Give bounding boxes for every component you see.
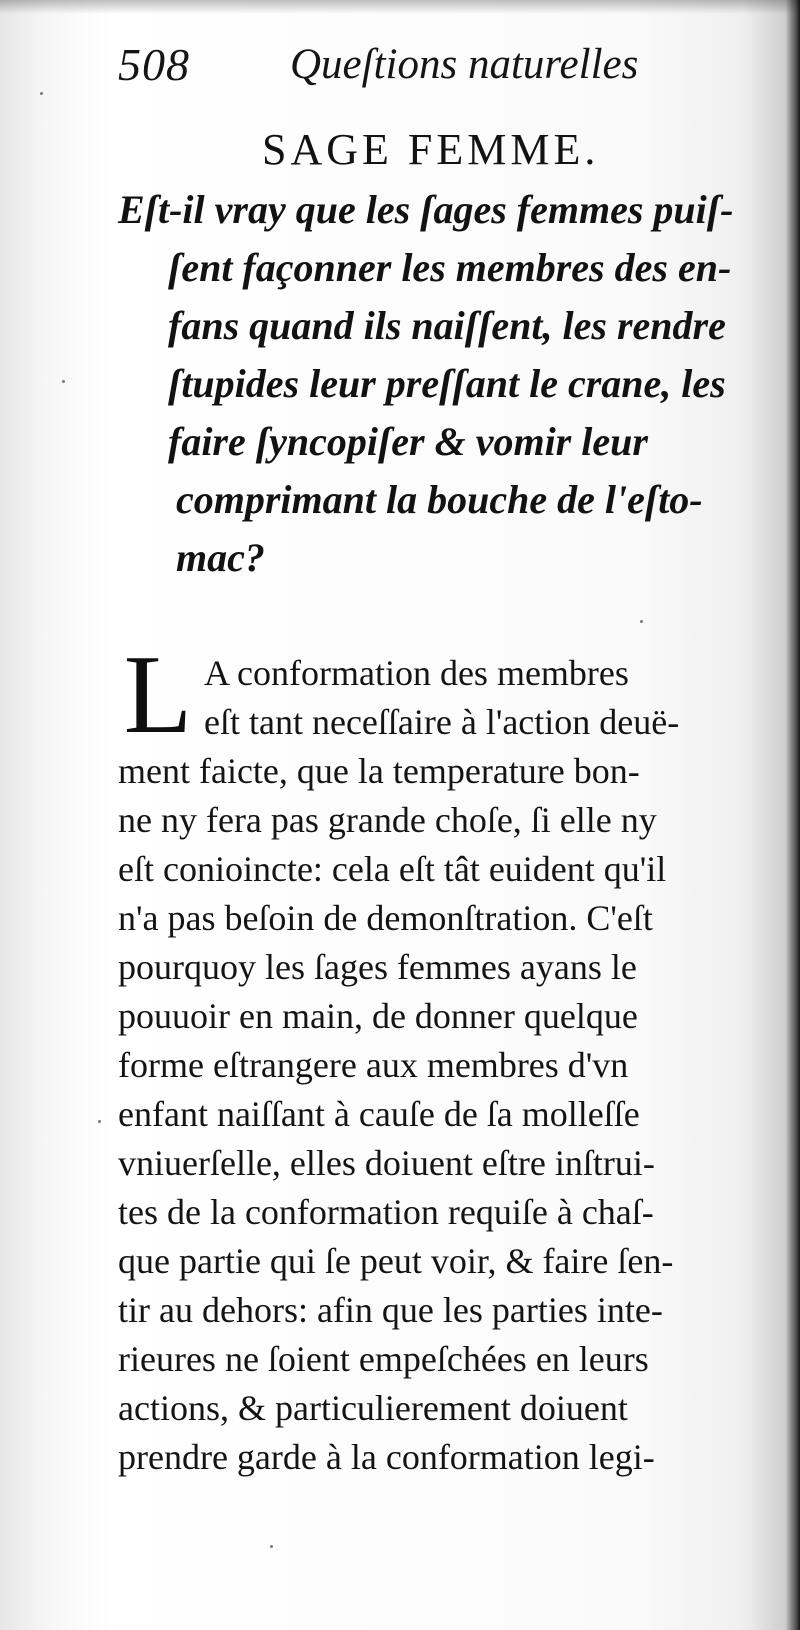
paper-speck xyxy=(62,380,65,383)
body-line: ment faicte, que la temperature bon- xyxy=(118,751,640,791)
paper-speck xyxy=(98,1120,101,1123)
body-line: forme eſtrangere aux membres d'vn xyxy=(118,1045,629,1085)
question-line: fans quand ils naiſſent, les rendre xyxy=(168,303,726,348)
question-line: mac? xyxy=(176,535,265,580)
question-line: ſtupides leur preſſant le crane, les xyxy=(168,361,726,406)
body-line: rieures ne ſoient empeſchées en leurs xyxy=(118,1339,649,1379)
question-line: comprimant la bouche de l'eſto- xyxy=(176,477,703,522)
body-line: A conformation des membres xyxy=(204,653,629,693)
body-line: eſt tant neceſſaire à l'action deuë- xyxy=(204,702,680,742)
body-line: vniuerſelle, elles doiuent eſtre inſtrui- xyxy=(118,1143,655,1183)
page-gutter-shadow xyxy=(786,0,800,1630)
body-line: tes de la conformation requiſe à chaſ- xyxy=(118,1192,654,1232)
question-paragraph xyxy=(118,182,768,632)
body-line: n'a pas beſoin de demonſtration. C'eſt xyxy=(118,898,653,938)
body-line: tir au dehors: afin que les parties inte- xyxy=(118,1290,663,1330)
question-line: Eſt-il vray que les ſages femmes puiſ- xyxy=(118,187,734,232)
running-title: Queſtions naturelles xyxy=(290,41,639,88)
paper-speck xyxy=(40,92,43,95)
body-line: actions, & particulierement doiuent xyxy=(118,1388,628,1428)
body-line: prendre garde à la conformation legi- xyxy=(118,1437,655,1477)
body-line: enfant naiſſant à cauſe de ſa molleſſe xyxy=(118,1094,640,1134)
question-line: faire ſyncopiſer & vomir leur xyxy=(168,419,648,464)
paper-speck xyxy=(640,620,643,623)
drop-cap: L xyxy=(123,633,193,757)
page-number: 508 xyxy=(118,39,190,90)
paper-speck xyxy=(270,1545,273,1548)
running-head xyxy=(118,38,678,104)
body-line: pouuoir en main, de donner quelque xyxy=(118,996,638,1036)
body-line: ne ny fera pas grande choſe, ſi elle ny xyxy=(118,800,657,840)
question-line: ſent façonner les membres des en- xyxy=(168,245,732,290)
body-line: pourquoy les ſages femmes ayans le xyxy=(118,947,637,987)
page-top-shadow xyxy=(0,0,800,14)
body-line: que partie qui ſe peut voir, & faire ſen- xyxy=(118,1241,674,1281)
chapter-heading: SAGE FEMME. xyxy=(262,125,600,174)
body-line: eſt conioincte: cela eſt tât euident qu'il xyxy=(118,849,667,889)
